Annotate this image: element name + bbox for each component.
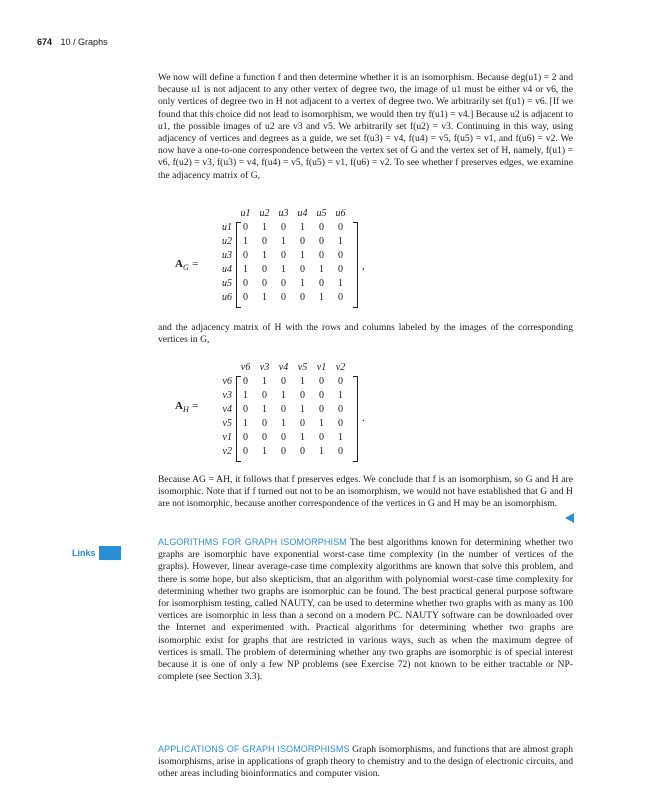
matrix-row bbox=[208, 262, 350, 276]
cell: 0 bbox=[262, 235, 267, 247]
row-label: v5 bbox=[222, 417, 232, 429]
cell: 0 bbox=[281, 375, 286, 387]
page-number: 674 bbox=[37, 37, 53, 47]
cell: 0 bbox=[319, 375, 324, 387]
cell: 0 bbox=[319, 249, 324, 261]
cell: 0 bbox=[338, 445, 343, 457]
matrix-g-table bbox=[208, 206, 350, 304]
section-graph-isomorphism-applications bbox=[158, 743, 573, 781]
cell: 1 bbox=[319, 445, 324, 457]
col-label: v3 bbox=[259, 361, 270, 373]
col-label: u3 bbox=[278, 207, 289, 219]
col-label: v6 bbox=[240, 361, 251, 373]
cell: 1 bbox=[281, 389, 286, 401]
cell: 0 bbox=[300, 389, 305, 401]
cell: 1 bbox=[262, 249, 267, 261]
cell: 0 bbox=[338, 417, 343, 429]
cell: 0 bbox=[243, 403, 248, 415]
matrix-h-left-bracket bbox=[236, 376, 241, 462]
cell: 0 bbox=[338, 291, 343, 303]
cell: 1 bbox=[300, 249, 305, 261]
col-label: u1 bbox=[240, 207, 251, 219]
cell: 1 bbox=[243, 417, 248, 429]
cell: 0 bbox=[281, 403, 286, 415]
col-label: u5 bbox=[316, 207, 327, 219]
matrix-g-header bbox=[208, 206, 350, 220]
section-body-applications: Graph isomorphisms, and functions that are almost graph isomorphisms, arise in applications of graph theory to chemistry and to the design of electronic circuits, and other areas including bioinformatics and computer vision. bbox=[158, 744, 573, 780]
cell: 0 bbox=[281, 249, 286, 261]
cell: 0 bbox=[319, 431, 324, 443]
col-label: u6 bbox=[335, 207, 346, 219]
cell: 0 bbox=[281, 291, 286, 303]
paragraph-isomorphism-construction: We now will define a function f and then determine whether it is an isomorphism. Because deg(u1) = 2 and because u1 is not adjacent to any other vertex of degree two, the image of u1 must be either v4 or v6, the only vertices of degree two in H not adjacent to a vertex of degree two. We arbitrarily set f(u1) = v6. [If we found that this choice did not lead to isomorphism, we would then try f(u1) = v4.] Because u2 is adjacent to u1, the possible images of u2 are v3 and v5. We arbitrarily set f(u2) = v3. Continuing in this way, using adjacency of vertices and degrees as a guide, we set f(u3) = v4, f(u4) = v5, f(u5) = v1, and f(u6) = v2. We now have a one-to-one correspondence between the vertex set of G and the vertex set of H, namely, f(u1) = v6, f(u2) = v3, f(u3) = v4, f(u4) = v5, f(u5) = v1, f(u6) = v2. To see whether f preserves edges, we examine the adjacency matrix of G, bbox=[158, 72, 573, 181]
cell: 0 bbox=[338, 263, 343, 275]
cell: 0 bbox=[300, 291, 305, 303]
cell: 1 bbox=[243, 235, 248, 247]
cell: 1 bbox=[300, 277, 305, 289]
cell: 1 bbox=[281, 263, 286, 275]
cell: 0 bbox=[281, 445, 286, 457]
cell: 0 bbox=[319, 221, 324, 233]
end-of-example-triangle-icon bbox=[565, 513, 574, 523]
matrix-row bbox=[208, 234, 350, 248]
cell: 0 bbox=[243, 221, 248, 233]
section-graph-isomorphism-algorithms bbox=[158, 536, 573, 683]
cell: 1 bbox=[300, 375, 305, 387]
row-label: v6 bbox=[222, 375, 232, 387]
cell: 1 bbox=[262, 403, 267, 415]
matrix-row bbox=[208, 388, 350, 402]
paragraph-conclusion: Because AG = AH, it follows that f preserves edges. We conclude that f is an isomorphism, so G and H are isomorphic. Note that if f turned out not to be an isomorphism, we would not have established that G and H are not isomorphic, because another correspondence of the vertices in G and H may be an isomorphism. bbox=[158, 474, 573, 510]
cell: 0 bbox=[319, 235, 324, 247]
col-label: v4 bbox=[278, 361, 289, 373]
row-label: v2 bbox=[222, 445, 232, 457]
cell: 0 bbox=[262, 277, 267, 289]
cell: 0 bbox=[243, 249, 248, 261]
cell: 0 bbox=[300, 417, 305, 429]
cell: 1 bbox=[262, 291, 267, 303]
links-icon bbox=[99, 546, 121, 560]
matrix-row bbox=[208, 276, 350, 290]
cell: 1 bbox=[338, 389, 343, 401]
row-label: u3 bbox=[222, 249, 232, 261]
matrix-row bbox=[208, 220, 350, 234]
matrix-row bbox=[208, 430, 350, 444]
section-heading-algorithms: ALGORITHMS FOR GRAPH ISOMORPHISM bbox=[158, 537, 347, 547]
row-label: u6 bbox=[222, 291, 232, 303]
col-label: v1 bbox=[316, 361, 327, 373]
cell: 0 bbox=[281, 431, 286, 443]
chapter-title: 10 / Graphs bbox=[60, 37, 108, 47]
cell: 0 bbox=[338, 221, 343, 233]
matrix-row bbox=[208, 290, 350, 304]
matrix-h-header bbox=[208, 360, 350, 374]
cell: 0 bbox=[338, 375, 343, 387]
cell: 1 bbox=[338, 431, 343, 443]
cell: 0 bbox=[281, 277, 286, 289]
cell: 0 bbox=[262, 417, 267, 429]
cell: 0 bbox=[319, 403, 324, 415]
cell: 0 bbox=[319, 389, 324, 401]
matrix-g-right-bracket bbox=[353, 222, 358, 308]
row-label: u2 bbox=[222, 235, 232, 247]
cell: 0 bbox=[338, 249, 343, 261]
cell: 1 bbox=[319, 291, 324, 303]
matrix-g-label: $A_G$ = bbox=[175, 258, 199, 273]
row-label: u4 bbox=[222, 263, 232, 275]
matrix-h-right-bracket bbox=[353, 376, 358, 462]
matrix-g-left-bracket bbox=[236, 222, 241, 308]
cell: 1 bbox=[338, 277, 343, 289]
cell: 1 bbox=[281, 417, 286, 429]
row-label: v1 bbox=[222, 431, 232, 443]
cell: 0 bbox=[281, 221, 286, 233]
matrix-row bbox=[208, 416, 350, 430]
matrix-row bbox=[208, 374, 350, 388]
cell: 0 bbox=[300, 235, 305, 247]
matrix-row bbox=[208, 248, 350, 262]
cell: 1 bbox=[300, 431, 305, 443]
cell: 1 bbox=[262, 221, 267, 233]
cell: 0 bbox=[243, 375, 248, 387]
row-label: v4 bbox=[222, 403, 232, 415]
cell: 1 bbox=[338, 235, 343, 247]
matrix-h-table bbox=[208, 360, 350, 458]
paragraph-matrix-h-intro: and the adjacency matrix of H with the rows and columns labeled by the images of the corresponding vertices in G, bbox=[158, 322, 573, 346]
cell: 1 bbox=[262, 445, 267, 457]
matrix-h-trail: . bbox=[362, 412, 365, 424]
cell: 0 bbox=[243, 431, 248, 443]
cell: 0 bbox=[300, 263, 305, 275]
cell: 1 bbox=[243, 263, 248, 275]
cell: 0 bbox=[262, 431, 267, 443]
matrix-row bbox=[208, 444, 350, 458]
cell: 1 bbox=[319, 417, 324, 429]
cell: 0 bbox=[243, 445, 248, 457]
section-heading-applications: APPLICATIONS OF GRAPH ISOMORPHISMS bbox=[158, 744, 350, 754]
col-label: u2 bbox=[259, 207, 270, 219]
links-label: Links bbox=[72, 548, 96, 558]
cell: 1 bbox=[281, 235, 286, 247]
col-label: v2 bbox=[335, 361, 346, 373]
links-marker[interactable] bbox=[72, 546, 121, 560]
cell: 0 bbox=[262, 263, 267, 275]
col-label: v5 bbox=[297, 361, 308, 373]
row-label: u1 bbox=[222, 221, 232, 233]
running-header bbox=[37, 37, 108, 47]
cell: 0 bbox=[338, 403, 343, 415]
cell: 0 bbox=[300, 445, 305, 457]
matrix-row bbox=[208, 402, 350, 416]
matrix-g-trail: , bbox=[362, 260, 365, 272]
section-body-algorithms: The best algorithms known for determining whether two graphs are isomorphic have exponential worst-case time complexity (in the number of vertices of the graphs). However, linear average-case time complexity algorithms are known that solve this problem, and there is some hope, but also skepticism, that an algorithm with polynomial worst-case time complexity for determining whether two graphs are isomorphic can be found. The best practical general purpose software for isomorphism testing, called NAUTY, can be used to determine whether two graphs with as many as 100 vertices are isomorphic in less than a second on a modern PC. NAUTY software can be downloaded over the Internet and experimented with. Practical algorithms for determining whether two graphs are isomorphic exist for graphs that are restricted in various ways, such as when the maximum degree of vertices is small. The problem of determining whether any two graphs are isomorphic is of special interest because it is one of only a few NP problems (see Exercise 72) not known to be either tractable or NP-complete (see Section 3.3). bbox=[158, 537, 573, 683]
row-label: v3 bbox=[222, 389, 232, 401]
cell: 0 bbox=[243, 291, 248, 303]
col-label: u4 bbox=[297, 207, 308, 219]
cell: 0 bbox=[319, 277, 324, 289]
cell: 0 bbox=[262, 389, 267, 401]
cell: 0 bbox=[243, 277, 248, 289]
matrix-h-label: $A_H$ = bbox=[175, 400, 199, 415]
cell: 1 bbox=[300, 403, 305, 415]
cell: 1 bbox=[243, 389, 248, 401]
cell: 1 bbox=[262, 375, 267, 387]
row-label: u5 bbox=[222, 277, 232, 289]
cell: 1 bbox=[300, 221, 305, 233]
cell: 1 bbox=[319, 263, 324, 275]
